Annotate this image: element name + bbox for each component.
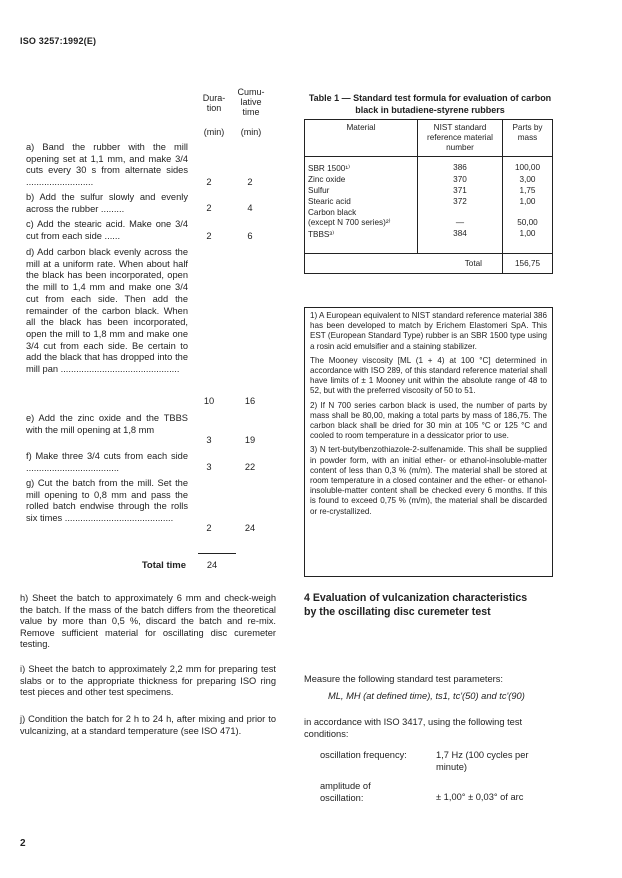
step-g-cumulative: 24 [244, 523, 256, 533]
total-time-label: Total time [141, 560, 186, 571]
step-g-duration: 2 [206, 523, 212, 533]
header-nist: NIST standard reference material number [418, 120, 503, 157]
step-f-text: f) Make three 3/4 cuts from each side .................................... [26, 451, 188, 473]
step-c-duration: 2 [206, 231, 212, 241]
test-parameters: ML, MH (at defined time), ts1, tc'(50) and tc'(90) [328, 691, 525, 701]
table-footnotes [304, 307, 553, 577]
step-j-text: j) Condition the batch for 2 h to 24 h, after mixing and prior to vulcanizing, at a standard temperature (see ISO 471). [20, 714, 276, 736]
table-row [305, 196, 553, 207]
footnote-1: 1) A European equivalent to NIST standard reference material 386 has been developed to match by Erichem Elastomeri SpA. This EST (European Standard Type) rubber is an SBR 1500 type using a rosin acid emulsifier and a staining stabilizer. [310, 311, 547, 351]
cell-material: SBR 1500¹⁾ [305, 157, 418, 175]
step-f-duration: 3 [206, 462, 212, 472]
step-i-text: i) Sheet the batch to approximately 2,2 mm for preparing test slabs or to the appropriate thickness for preparing ISO ring test pieces and other test specimens. [20, 664, 276, 697]
table-total-value: 156,75 [503, 254, 553, 274]
table-row [305, 157, 553, 175]
step-e-cumulative: 19 [244, 435, 256, 445]
footnote-1-mooney: The Mooney viscosity [ML (1 + 4) at 100 °C] determined in accordance with ISO 289, of this standard reference material shall have limits of ± 1 Mooney unit within the absolute range of 48 to 52, but with the preferred viscosity of 50 to 51. [310, 355, 547, 396]
cell-material: Stearic acid [305, 196, 418, 207]
condition-frequency-label: oscillation frequency: [320, 750, 407, 760]
cumulative-column-header: Cumu- lative time [237, 87, 265, 117]
table-row [305, 207, 553, 228]
cell-nist: 372 [418, 196, 503, 207]
section-4-conditions-intro: in accordance with ISO 3417, using the following test conditions: [304, 717, 523, 739]
section-4-title: 4 Evaluation of vulcanization characteristics by the oscillating disc curemeter test [304, 592, 528, 618]
section-4-intro: Measure the following standard test parameters: [304, 674, 503, 684]
header-parts: Parts by mass [503, 120, 553, 157]
cell-parts: 1,00 [503, 228, 553, 254]
step-f-cumulative: 22 [244, 462, 256, 472]
cell-nist: 384 [418, 228, 503, 254]
cell-parts: 1,00 [503, 196, 553, 207]
cell-material: Carbon black (except N 700 series)²⁾ [305, 207, 418, 228]
table-total-label: Total [305, 254, 503, 274]
header-material: Material [305, 120, 418, 157]
step-d-duration: 10 [203, 396, 215, 406]
step-e-duration: 3 [206, 435, 212, 445]
step-b-text: b) Add the sulfur slowly and evenly across the rubber ......... [26, 192, 188, 214]
step-e-text: e) Add the zinc oxide and the TBBS with the mill opening at 1,8 mm [26, 413, 188, 435]
formula-table [304, 119, 553, 274]
step-a-text: a) Band the rubber with the mill opening set at 1,1 mm, and make 3/4 cuts every 30 s from alternate sides .......................... [26, 142, 188, 188]
document-header: ISO 3257:1992(E) [20, 36, 97, 46]
cell-material: Zinc oxide [305, 174, 418, 185]
footnote-3: 3) N tert-butylbenzothiazole-2-sulfenamide. This shall be supplied in powder form, with an initial ether- or ethanol-insoluble-matter content of less than 0,3 % (m/m). The material shall be stored at room temperature in a closed container and the ether- or ethanol-insoluble-matter content shall be checked every 6 months. If this is found to exceed 0,75 % (m/m), the material shall be discarded or re-crystallized. [310, 445, 547, 516]
page-number: 2 [20, 838, 26, 849]
step-c-cumulative: 6 [247, 231, 253, 241]
cell-nist: 386 [418, 157, 503, 175]
cell-parts: 100,00 [503, 157, 553, 175]
condition-amplitude-label: amplitude of oscillation: [320, 781, 371, 803]
cell-parts: 1,75 [503, 185, 553, 196]
step-h-text: h) Sheet the batch to approximately 6 mm and check-weigh the batch. If the mass of the batch differs from the theoretical value by more than 0,5 %, discard the batch and re-mix. Remove sufficient material for oscillating disc curemeter testing. [20, 593, 276, 649]
step-b-duration: 2 [206, 203, 212, 213]
table-row [305, 174, 553, 185]
condition-frequency-value: 1,7 Hz (100 cycles per minute) [436, 750, 529, 772]
cell-parts: 50,00 [503, 207, 553, 228]
cell-material: Sulfur [305, 185, 418, 196]
table-row [305, 228, 553, 254]
total-divider [198, 553, 236, 554]
cell-nist: 371 [418, 185, 503, 196]
step-c-text: c) Add the stearic acid. Make one 3/4 cut from each side ...... [26, 219, 188, 241]
condition-amplitude-value: ± 1,00° ± 0,03° of arc [436, 792, 524, 802]
step-a-cumulative: 2 [247, 177, 253, 187]
cell-nist: — [418, 207, 503, 228]
table-title: Table 1 — Standard test formula for evaluation of carbon black in butadiene-styrene rubbers [308, 93, 552, 115]
step-a-duration: 2 [206, 177, 212, 187]
step-d-cumulative: 16 [244, 396, 256, 406]
duration-unit: (min) [203, 127, 225, 137]
cell-parts: 3,00 [503, 174, 553, 185]
step-b-cumulative: 4 [247, 203, 253, 213]
table-total-row [305, 254, 553, 274]
total-time-value: 24 [206, 560, 218, 570]
cell-nist: 370 [418, 174, 503, 185]
duration-column-header: Dura- tion [202, 93, 226, 113]
step-g-text: g) Cut the batch from the mill. Set the mill opening to 0,8 mm and pass the rolled batch endwise through the rolls six times .......................................... [26, 478, 188, 524]
step-d-text: d) Add carbon black evenly across the mill at a uniform rate. When about half the black has been incorporated, open the mill to 1,4 mm and make one 3/4 cut from each side. Then add the remainder of the carbon black. When all the black has been incorporated, open the mill to 1,8 mm and make one 3/4 cut from each side. Be certain to add the black that has dropped into the mill pan .............................................. [26, 247, 188, 375]
cell-material: TBBS³⁾ [305, 228, 418, 254]
cumulative-unit: (min) [240, 127, 262, 137]
table-row [305, 185, 553, 196]
footnote-2: 2) If N 700 series carbon black is used, the number of parts by mass shall be 80,00, making a total parts by mass of 186,75. The carbon black shall be dried for 30 min at 105 °C or 125 °C and cooled to room temperature in a dessicator prior to use. [310, 400, 547, 441]
